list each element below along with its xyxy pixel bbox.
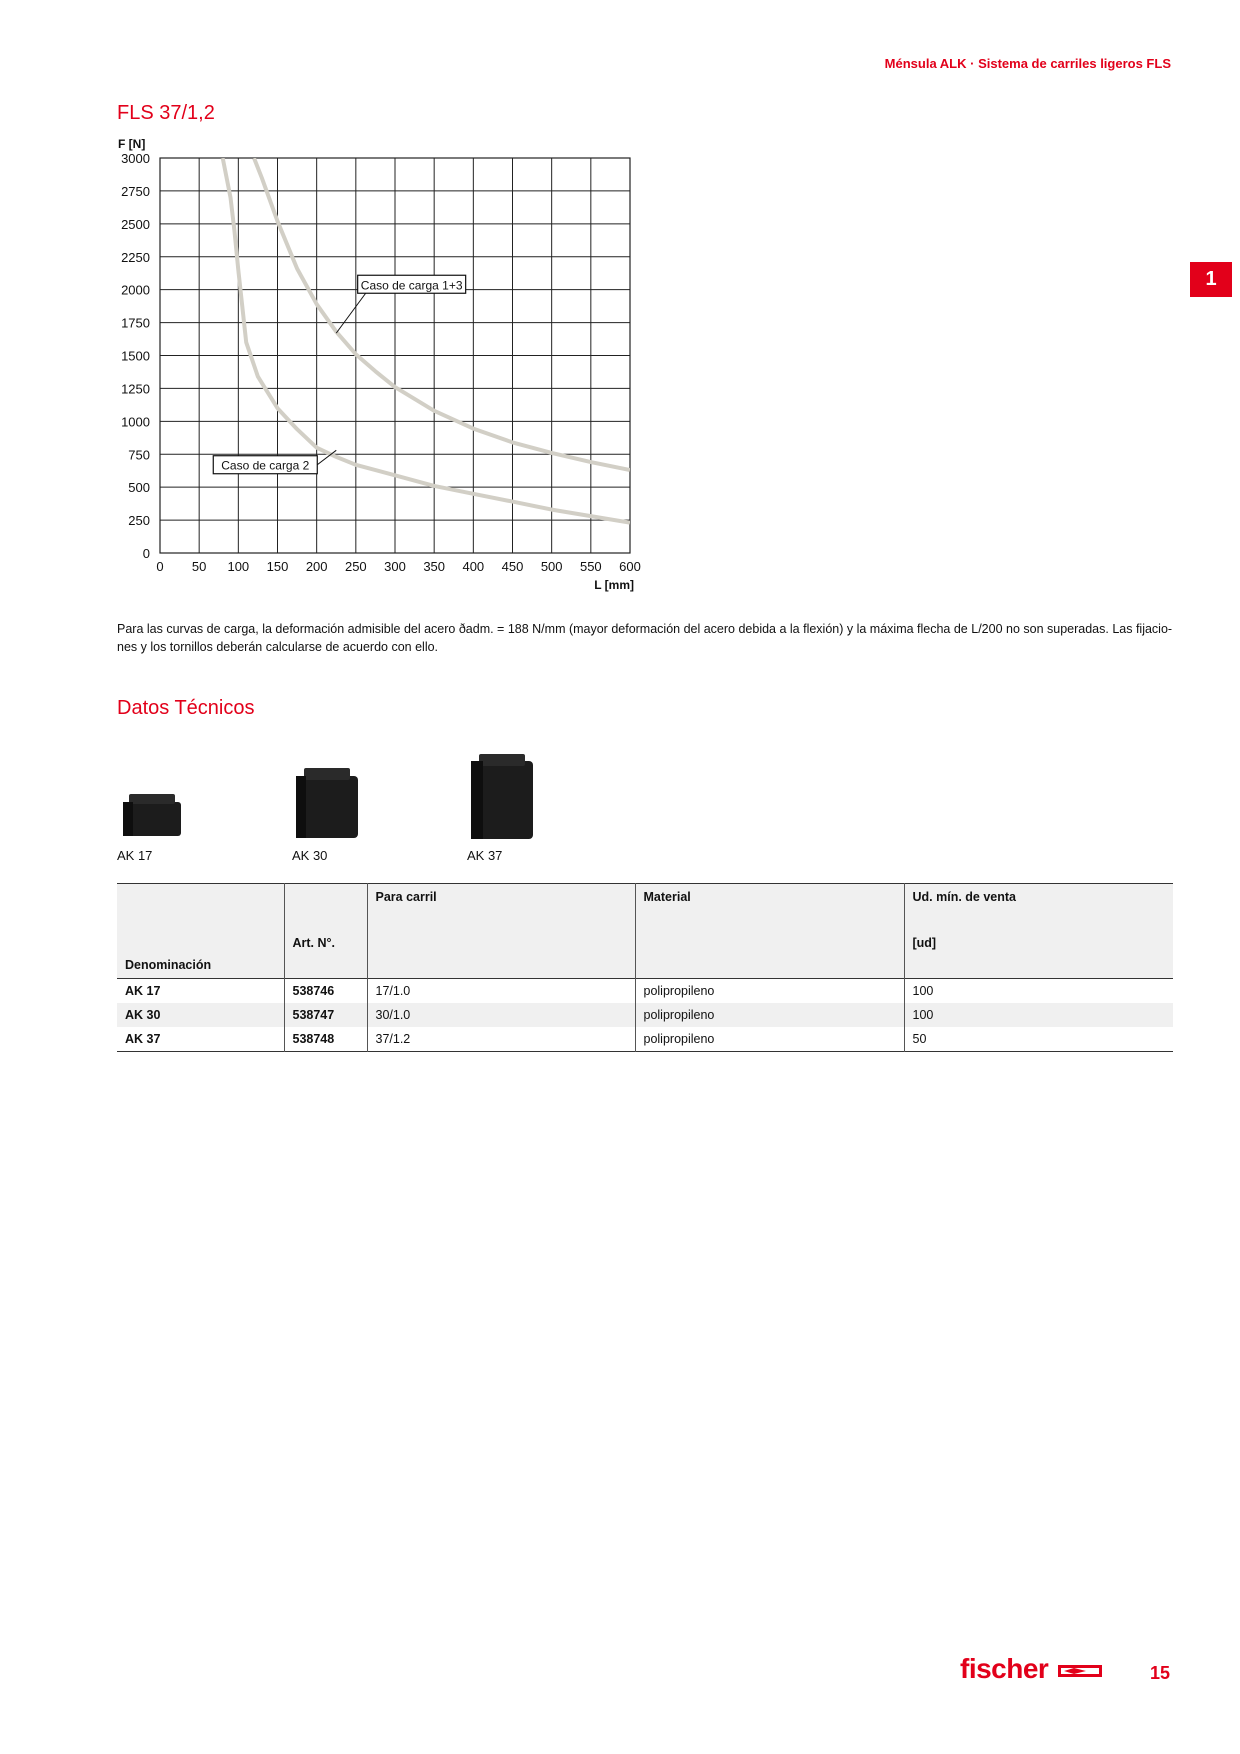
y-tick-label: 2500	[121, 216, 150, 232]
x-tick-label: 350	[423, 559, 446, 574]
row-art: 538748	[284, 1027, 367, 1052]
header-para-carril: Para carril	[367, 884, 635, 979]
section-tab: 1	[1190, 262, 1232, 297]
ak37-image	[467, 753, 537, 843]
annotation-leader-1	[336, 293, 365, 333]
fischer-logo-text: fischer	[960, 1653, 1049, 1684]
y-tick-label: 500	[128, 480, 150, 496]
running-header: Ménsula ALK · Sistema de carriles ligeros FLS	[884, 56, 1171, 71]
row-ud: 100	[904, 1003, 1173, 1027]
row-art: 538747	[284, 1003, 367, 1027]
product-label-ak37: AK 37	[467, 848, 503, 863]
header-ud-unit: [ud]	[912, 936, 937, 950]
row-ud: 50	[912, 1032, 927, 1046]
load-chart-svg	[108, 135, 648, 613]
x-tick-label: 450	[501, 559, 524, 574]
row-material: polipropileno	[635, 1027, 904, 1052]
y-tick-label: 2750	[121, 183, 150, 199]
y-tick-label: 1750	[121, 315, 150, 331]
row-carril: 30/1.0	[367, 1003, 635, 1027]
header-art: Art. N°.	[284, 884, 367, 979]
header-ud: Ud. mín. de venta [ud]	[904, 884, 1173, 979]
ak30-image	[292, 766, 362, 842]
row-name: AK 37	[117, 1027, 284, 1052]
x-tick-label: 50	[191, 559, 207, 574]
y-tick-label: 2250	[121, 249, 150, 265]
table-row	[117, 1003, 1173, 1027]
y-tick-label: 2000	[121, 282, 150, 298]
x-tick-label: 150	[266, 559, 289, 574]
load-chart	[108, 135, 648, 613]
product-ak37	[467, 753, 537, 848]
product-label-ak30: AK 30	[292, 848, 328, 863]
series-line-1	[254, 158, 630, 470]
y-tick-label: 1250	[121, 381, 150, 397]
header-denominacion: Denominación	[117, 884, 284, 979]
chart-title: FLS 37/1,2	[117, 102, 215, 124]
y-tick-label: 1500	[121, 348, 150, 364]
x-axis-label: L [mm]	[594, 578, 634, 592]
x-tick-label: 100	[227, 559, 250, 574]
y-tick-label: 3000	[121, 151, 150, 166]
spec-table	[117, 883, 1173, 1052]
header-material: Material	[635, 884, 904, 979]
page-number: 15	[1150, 1663, 1171, 1683]
product-ak30	[292, 766, 362, 847]
tech-title: Datos Técnicos	[117, 697, 255, 719]
row-carril: 17/1.0	[367, 979, 635, 1004]
fischer-fish-icon	[1058, 1663, 1102, 1679]
y-axis-label: F [N]	[118, 137, 146, 151]
y-tick-label: 1000	[121, 414, 150, 430]
chart-note: Para las curvas de carga, la deformación admisible del acero ðadm. = 188 N/mm (mayor deformación del acero debida a la flexión) y la máxima flecha de L/200 no son superadas. Las fijacio- nes y los tornillos deberán calcularse de acuerdo con ello.	[117, 622, 1173, 654]
table-row	[117, 1027, 1173, 1052]
table-header-row	[117, 884, 1173, 979]
x-tick-label: 200	[305, 559, 328, 574]
annotation-label-1: Caso de carga 1+3	[360, 278, 463, 293]
x-tick-label: 500	[540, 559, 563, 574]
product-ak17	[117, 790, 187, 845]
row-material: polipropileno	[635, 1003, 904, 1027]
row-name: AK 30	[117, 1003, 284, 1027]
x-tick-label: 400	[462, 559, 485, 574]
y-tick-label: 750	[128, 447, 150, 463]
fischer-logo	[960, 1653, 1102, 1685]
x-tick-label: 550	[579, 559, 602, 574]
row-art: 538746	[284, 979, 367, 1004]
x-tick-label: 0	[156, 559, 164, 574]
x-tick-label: 250	[344, 559, 367, 574]
table-row	[117, 979, 1173, 1004]
x-tick-label: 600	[619, 559, 641, 574]
row-name: AK 17	[117, 979, 284, 1004]
row-ud: 100	[912, 984, 934, 998]
product-label-ak17: AK 17	[117, 848, 153, 863]
x-tick-label: 300	[384, 559, 406, 574]
row-carril: 37/1.2	[367, 1027, 635, 1052]
annotation-label-2: Caso de carga 2	[221, 458, 310, 473]
y-tick-label: 250	[128, 513, 150, 529]
y-tick-label: 0	[142, 546, 150, 561]
row-material: polipropileno	[635, 979, 904, 1004]
ak17-image	[119, 790, 185, 840]
